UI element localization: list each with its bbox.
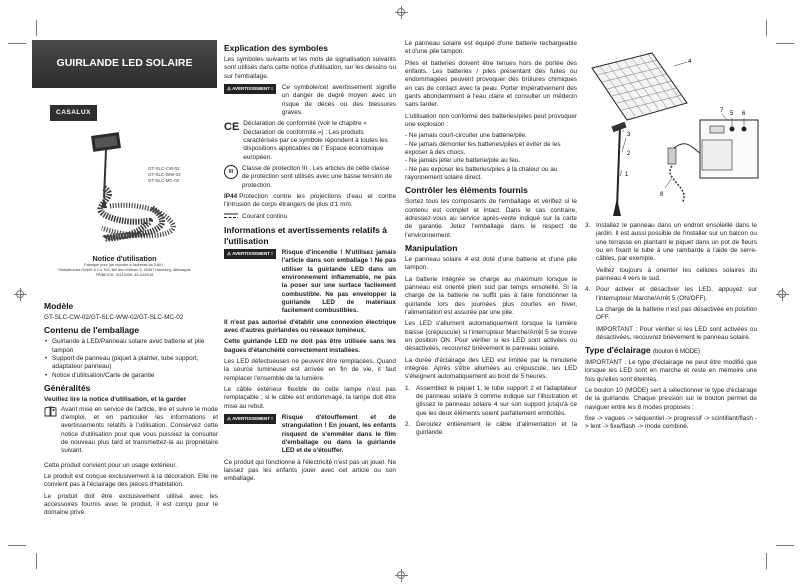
step-text: IMPORTANT : Pour vérifier si les LED sont activées ou désactivées, recouvrez brièvement le panneau solaire. <box>596 325 757 341</box>
product-title-banner <box>32 40 217 88</box>
solar-panel-drawing <box>592 53 687 120</box>
assembly-figure <box>582 48 772 218</box>
ip44-icon: IP44 <box>224 192 238 200</box>
fire-warning <box>224 249 396 316</box>
step-item <box>585 286 757 303</box>
callout-label: 4 <box>688 59 692 65</box>
class3-symbol-row <box>224 165 396 190</box>
lighting-mode-suffix: (bouton 6 MODE) <box>653 349 701 356</box>
registration-mark <box>397 571 405 579</box>
warning-label: AVERTISSEMENT ! <box>232 251 273 257</box>
check-heading: Contrôler les éléments fournis <box>405 185 528 196</box>
battery-paragraph: Le panneau solaire est équipé d'une batterie rechargeable et d'une pile tampon. <box>405 40 577 56</box>
step-text: Déroulez entièrement le câble d'alimentation et la guirlande. <box>416 420 577 437</box>
step-text: Pour activer et désactiver les LED, appuyez sur l'interrupteur Marche/Arrêt 5 (ON/OFF). <box>596 286 757 302</box>
mode-paragraph: IMPORTANT : Le type d'éclairage ne peut être modifié que lorsque les LED sont en marche et reste en mémoire une fois qu'elles sont éteintes. <box>585 359 757 383</box>
general-heading: Généralités <box>44 383 91 394</box>
manipulation-paragraph: Les LED s'allument automatiquement lorsque la lumière baisse (crépuscule) si l'interrupteur Marche/Arrêt 5 se trouve en position ON. Pour vérifier si les LED sont activées ou désactivées, recouvrez brièvement le panneau solaire. <box>405 320 577 353</box>
crop-mark <box>36 20 37 36</box>
callout-label: 8 <box>660 192 664 198</box>
read-manual-row <box>44 406 218 459</box>
callout-label: 5 <box>730 111 734 117</box>
crop-mark <box>766 553 767 569</box>
book-icon <box>44 406 57 417</box>
callout-label: 3 <box>627 132 631 138</box>
contents-list <box>44 338 218 380</box>
explosion-list <box>405 132 577 182</box>
step-text: La charge de la batterie n'est pas désactivée en position OFF. <box>596 305 757 322</box>
column-3 <box>405 40 577 441</box>
choke-warning <box>224 414 396 456</box>
brand-logo: CASALUX <box>50 105 97 121</box>
caption-line: FR/BE/CH, 32113405, 43-44/2018 <box>95 273 154 278</box>
protection-class-3-icon: III <box>224 165 238 179</box>
caption-line: Globaltronics GmbH & Co. KG, Bei den Mühren 5, 20457 Hamburg, Allemagne <box>58 268 191 273</box>
step-text: Assemblez le piquet 1, le tube support 2 et l'adaptateur de panneau solaire 3 comme indiqué sur l'illustration et glissez le panneau solaire 4 sur son support jusqu'à ce que les deux éléments soient parfaitement emboîtés. <box>416 384 577 417</box>
cable-text: Le câble extérieur flexible de cette lampe n'est pas remplaçable ; si le câble est endommagé, la lampe doit être mise au rebut. <box>224 385 396 410</box>
caption-line: Fabriqué pour (se reporter à l'adresse du SAV) : <box>84 263 165 267</box>
registration-mark <box>397 8 405 16</box>
manipulation-heading: Manipulation <box>405 242 458 253</box>
callout-label: 6 <box>742 111 746 117</box>
battery-paragraph: Piles et batteries doivent être tenues hors de portée des enfants. Les batteries / piles présentant des fuites ou endommagées peuvent provoquer des brûlures chimiques en cas de contact avec la peau. Porter impérativement des gants abondamment à l'eau claire et consulter un médecin sans tarder. <box>405 59 577 109</box>
mode-sequence: fixe -> vagues -> séquentiel -> progressif -> scintillant/flash -> lent -> fixe/flash -> mode combiné. <box>585 415 757 431</box>
symbols-heading: Explication des symboles <box>224 43 328 53</box>
list-item: - Ne jamais court-circuiter une batterie/pile. <box>405 132 527 140</box>
article-numbers <box>148 166 181 184</box>
callout-label: 7 <box>720 108 724 114</box>
warning-explanation: Ce symbole/cet avertissement signifie un danger de degré moyen avec un risque de décès ou des blessures graves. <box>281 84 396 117</box>
list-item-text: Ne jamais démonter les batteries/piles et éviter de les exposer à des chocs. <box>405 140 561 156</box>
children-text: Ce produit qui fonctionne à l'électricité n'est pas un jouet. Ne laissez pas les enfants jouer avec cet article ou son emballage. <box>224 458 396 483</box>
step-item <box>405 385 577 418</box>
step-text: Veillez toujours à orienter les cellules solaires du panneau 4 vers le sud. <box>596 266 757 282</box>
crop-mark <box>8 545 26 546</box>
manual-title: Notice d'utilisation <box>92 254 157 263</box>
choke-warning-text: Risque d'étouffement et de strangulation ! En jouant, les enfants risquent de s'emmêler dans le film d'emballage ou dans la guirlande LED et de s'étouffer. <box>281 413 396 455</box>
crop-mark <box>776 43 794 44</box>
dc-row <box>224 213 396 222</box>
ip-row <box>224 193 396 210</box>
registration-mark <box>16 290 24 298</box>
list-item: - Ne pas exposer les batteries/piles à la chaleur ou au rayonnement solaire direct. <box>405 165 558 181</box>
general-paragraph: Le produit doit être exclusivement utilisé avec les accessoires fournis avec le produit, il est conçu pour le domaine privé. <box>44 492 218 517</box>
general-paragraph: Cette produit convient pour un usage extérieur. <box>44 461 177 469</box>
list-item: - Ne jamais démonter les batteries/piles et éviter de les exposer à des chocs. <box>405 140 561 156</box>
model-value: GT-SLC-CW-02/GT-SLC-WW-02/GT-SLC-MC-02 <box>44 314 184 322</box>
list-item: • Support de panneau (piquet à planter, tube support, adaptateur panneau) <box>44 355 218 372</box>
ce-symbol-row <box>224 120 396 162</box>
ip-explanation: Protection contre les projections d'eau et contre l'intrusion de corps étrangers de plus d'1 mm. <box>224 192 396 209</box>
symbols-intro: Les symboles suivants et les mots de signalisation suivants sont utilisés dans cette notice d'utilisation, sur les dessins ou sur l'emballage. <box>224 56 396 80</box>
ce-explanation: Déclaration de conformité (voir le chapitre « Déclaration de conformité ») : Les produits caractérisés par ce symbole répondent à toutes les dispositions applicables de l' Espace économique européen. <box>243 120 388 161</box>
ce-mark-icon: CE <box>224 121 240 134</box>
cover-caption <box>32 254 217 278</box>
warning-icon: ⚠ AVERTISSEMENT ! <box>224 249 276 259</box>
lighting-mode-title: Type d'éclairage <box>585 345 651 356</box>
step-item <box>585 326 757 343</box>
manipulation-paragraph: Le panneau solaire 4 est doté d'une batterie et d'une pile tampon. <box>405 255 577 272</box>
callout-label: 1 <box>625 172 629 178</box>
crop-mark <box>776 545 794 546</box>
column-2 <box>224 40 396 487</box>
list-item: • Notice d'utilisation/Carte de garantie <box>44 372 218 380</box>
battery-paragraph: L'utilisation non conforme des batteries/piles peut provoquer une explosion : <box>405 112 577 128</box>
contents-heading: Contenu de l'emballage <box>44 325 140 336</box>
article-number: GT-SLC-WW-02 <box>148 172 181 178</box>
article-number: GT-SLC-CW-02 <box>148 166 180 171</box>
step-number: 3. <box>585 222 591 229</box>
product-title: GUIRLANDE LED SOLAIRE <box>56 57 193 70</box>
check-text: Sortez tous les composants de l'emballage et vérifiez si le contenu est complet et intact. Dans le cas contraire, adressez-vous au service après-vente indiqué sur la carte de garantie. Jetez l'emballage dans le respect de l'environnement. <box>405 198 577 239</box>
safety-heading: Informations et avertissements relatifs à l'utilisation <box>224 224 387 246</box>
step-text: Installez le panneau dans un endroit ensoleillé dans le jardin. Il est aussi possible de l'installer sur un balcon ou une terrasse en plantant le piquet dans un pot de fleurs ou en fixant le tube à une rambarde à l'aide de serre-câbles, par exemple. <box>596 222 757 263</box>
lighting-mode-heading <box>585 345 757 357</box>
manipulation-paragraph: La batterie intégrée se charge au maximum lorsque le panneau est orienté plein sud par temps ensoleillé. Si la charge de la batterie ne suffit pas à faire fonctionner la guirlande lors des journées plus courtes en hiver, l'alimentation est assurée par une pile. <box>405 275 577 316</box>
article-number: GT-SLC-MC-02 <box>148 178 180 184</box>
warning-icon: ⚠ AVERTISSEMENT ! <box>224 414 276 424</box>
fire-warning-text: Risque d'incendie ! N'utilisez jamais l'article dans son emballage ! Ne pas utiliser la guirlande LED dans un environnement inflammable, ne pas la poser sur une surface facilement combustible. Ne pas envelopper la guirlande LED de matériaux facilement combustibles. <box>281 249 396 315</box>
warning-icon: ⚠ AVERTISSEMENT ! <box>224 84 276 94</box>
list-item-text: Ne jamais jeter une batterie/pile au feu. <box>408 157 521 165</box>
registration-mark <box>778 290 786 298</box>
steps-list <box>405 385 577 438</box>
step-item <box>585 222 757 264</box>
column-4 <box>585 222 757 435</box>
warning-label: AVERTISSEMENT ! <box>232 86 273 92</box>
defect-led-text: Les LED défectueuses ne peuvent être remplacées. Quand la source lumineuse est arrivée en fin de vie, il faut remplacer l'ensemble de la lumière. <box>224 357 396 382</box>
list-item-text: Ne pas exposer les batteries/piles à la chaleur ou au rayonnement solaire direct. <box>405 165 558 181</box>
manipulation-paragraph: La durée d'éclairage des LED est limitée par la minuterie intégrée. Après s'être allumées au crépuscule, les LED s'éteignent automatiquement au bout de 5 heures. <box>405 356 577 381</box>
direct-current-icon <box>224 213 238 222</box>
list-item-text: Ne jamais court-circuiter une batterie/pile. <box>408 132 527 140</box>
callout-label: 2 <box>627 151 631 157</box>
mode-paragraph: Le bouton 10 (MODE) sert à sélectionner le type d'éclairage de la guirlande. Chaque pression sur le bouton permet de naviguer entre les 8 modes proposés : <box>585 387 757 411</box>
step-number: 1. <box>405 384 411 392</box>
crop-mark <box>766 20 767 36</box>
list-item: • Guirlande à LED/Panneau solaire avec batterie et pile tampon <box>44 338 218 355</box>
general-paragraph: Le produit est conçue exclusivement à la décoration. Elle ne convient pas à l'éclairage des pièces d'habitation. <box>44 472 218 489</box>
warning-symbol-row <box>224 84 396 117</box>
step-item <box>585 306 757 323</box>
step-item <box>585 267 757 284</box>
column-1 <box>44 298 218 521</box>
general-subheading: Veuillez lire la notice d'utilisation, et la garder <box>44 396 187 404</box>
crop-mark <box>36 553 37 569</box>
seal-warning: Cette guirlande LED ne doit pas être utilisée sans les bagues d'étanchéité correctement installées. <box>224 338 396 354</box>
step-number: 4. <box>585 286 591 294</box>
step-number: 2. <box>405 420 411 428</box>
class3-explanation: Classe de protection III : Les articles de cette classe de protection sont utilisés avec une basse tension de protection. <box>242 164 392 189</box>
dc-explanation: Courant continu <box>242 213 288 221</box>
steps-list <box>585 222 757 342</box>
general-paragraph: Avant mise en service de l'article, lire et suivre le mode d'emploi, et en particulier les informations et avertissements relatifs à l'utilisation. Conservez cette notice d'utilisation pour que vous puissiez la consulter de nouveau plus tard et transmettez-la au propriétaire suivant. <box>61 405 218 455</box>
crop-mark <box>8 43 26 44</box>
product-illustration <box>62 128 197 246</box>
step-item <box>405 421 577 438</box>
model-heading: Modèle <box>44 301 74 311</box>
connection-warning: Il n'est pas autorisé d'établir une connexion électrique avec d'autres guirlandes ou réseaux lumineux. <box>224 318 396 334</box>
list-item: - Ne jamais jeter une batterie/pile au feu. <box>405 157 521 165</box>
warning-label: AVERTISSEMENT ! <box>232 415 273 421</box>
